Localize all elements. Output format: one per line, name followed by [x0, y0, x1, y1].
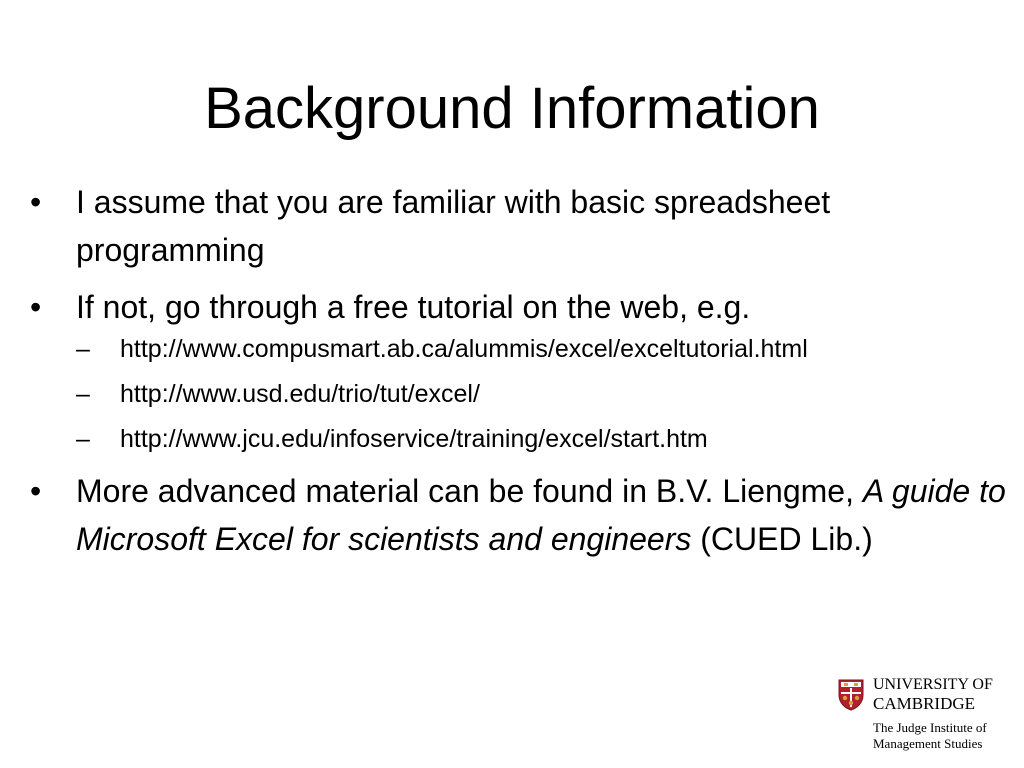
bullet-list: [30, 178, 1024, 572]
advanced-material-text: More advanced material can be found in B.V. Liengme,: [76, 473, 863, 509]
subbullet-marker: –: [76, 335, 90, 363]
tutorial-link-compusmart[interactable]: http://www.compusmart.ab.ca/alummis/excel/exceltutorial.html: [120, 335, 808, 363]
library-note: (CUED Lib.): [691, 521, 873, 557]
bullet-text-familiarity: I assume that you are familiar with basic spreadsheet programming: [76, 184, 831, 268]
bullet-item-tutorials: [30, 283, 1024, 458]
tutorial-link-item: [76, 331, 1024, 368]
bullet-marker: •: [30, 473, 42, 509]
bullet-item-familiarity: [30, 178, 1024, 274]
subbullet-marker: –: [76, 380, 90, 408]
tutorial-link-item: [76, 421, 1024, 458]
logo-management-studies-line: Management Studies: [873, 736, 983, 751]
university-crest-icon: [837, 678, 865, 711]
slide-title: Background Information: [204, 76, 820, 141]
bullet-marker: •: [30, 289, 42, 325]
logo-university-line: UNIVERSITY OF: [873, 676, 993, 693]
tutorial-link-jcu[interactable]: http://www.jcu.edu/infoservice/training/excel/start.htm: [120, 425, 708, 453]
university-logo: [837, 673, 1002, 755]
book-title: A guide to Microsoft Excel for scientists and engineers: [76, 473, 1006, 557]
tutorial-link-list: [76, 331, 1024, 458]
subbullet-marker: –: [76, 425, 90, 453]
bullet-text-tutorials: If not, go through a free tutorial on the web, e.g.: [76, 289, 751, 325]
tutorial-link-usd[interactable]: http://www.usd.edu/trio/tut/excel/: [120, 380, 480, 408]
logo-cambridge-line: CAMBRIDGE: [873, 694, 976, 713]
logo-judge-institute-line: The Judge Institute of: [873, 720, 987, 735]
tutorial-link-item: [76, 376, 1024, 413]
bullet-item-advanced-material: [30, 467, 1024, 563]
bullet-marker: •: [30, 184, 42, 220]
